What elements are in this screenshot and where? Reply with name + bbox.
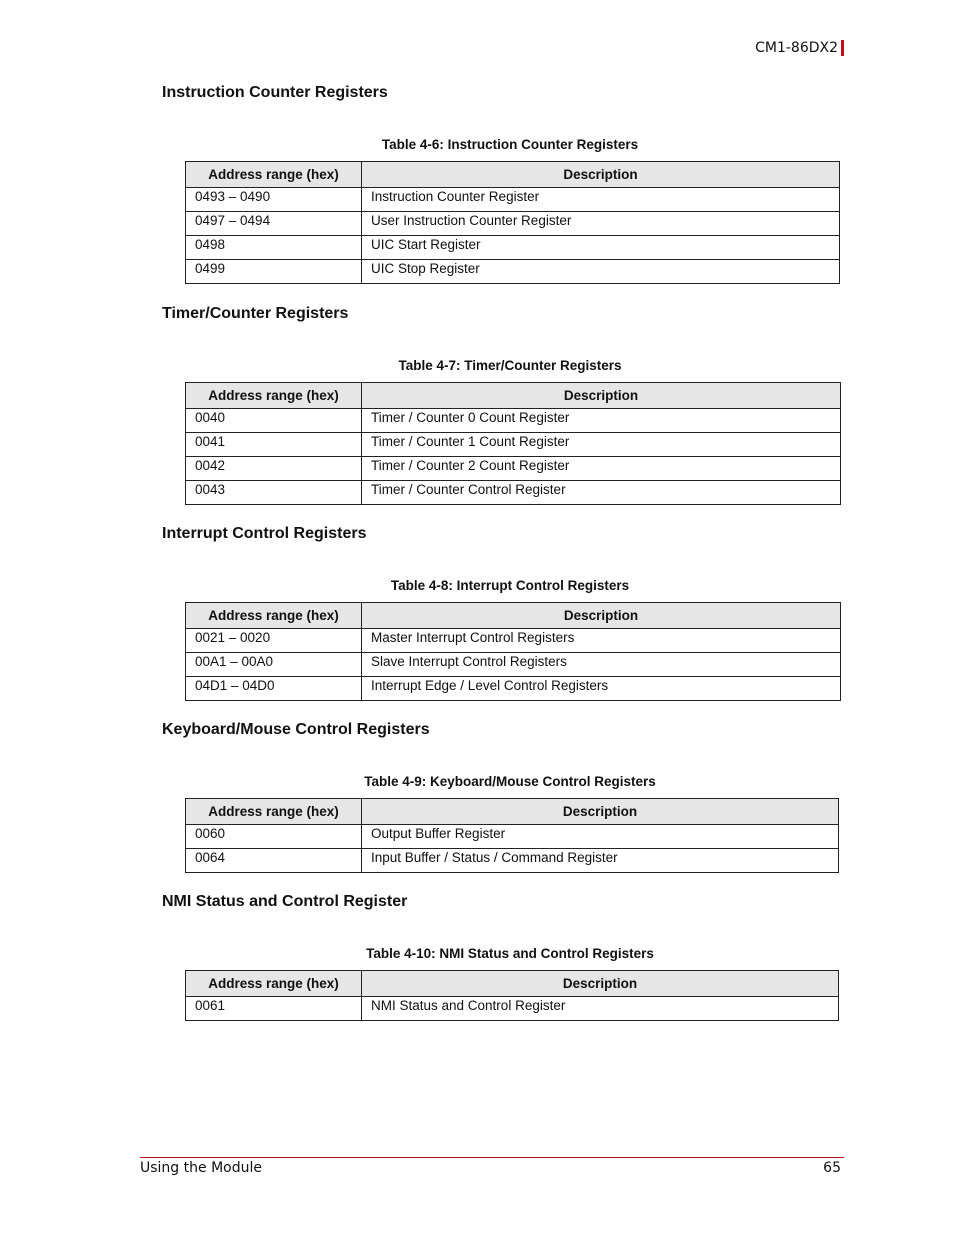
- address-cell: 04D1 – 04D0: [186, 677, 362, 701]
- description-cell: Timer / Counter 1 Count Register: [362, 433, 841, 457]
- description-cell: Timer / Counter 0 Count Register: [362, 409, 841, 433]
- table-caption: Table 4-9: Keyboard/Mouse Control Registers: [364, 774, 656, 789]
- description-cell: Output Buffer Register: [362, 825, 839, 849]
- description-cell: UIC Start Register: [362, 236, 840, 260]
- address-cell: 0021 – 0020: [186, 629, 362, 653]
- footer-divider: [140, 1157, 844, 1158]
- table-caption: Table 4-8: Interrupt Control Registers: [390, 578, 630, 593]
- address-cell: 0043: [186, 481, 362, 505]
- table-row: [186, 212, 840, 236]
- section-title: Timer/Counter Registers: [162, 305, 349, 322]
- table-header-row: [186, 799, 839, 825]
- column-header-address: Address range (hex): [186, 162, 362, 188]
- description-cell: Interrupt Edge / Level Control Registers: [362, 677, 841, 701]
- description-cell: UIC Stop Register: [362, 260, 840, 284]
- table-caption: Table 4-7: Timer/Counter Registers: [398, 358, 622, 373]
- table-row: [186, 997, 839, 1021]
- column-header-address: Address range (hex): [186, 603, 362, 629]
- table-header-row: [186, 603, 841, 629]
- table-row: [186, 825, 839, 849]
- description-cell: Timer / Counter 2 Count Register: [362, 457, 841, 481]
- column-header-description: Description: [362, 799, 839, 825]
- table-header-row: [186, 162, 840, 188]
- page-number: 65: [823, 1160, 841, 1176]
- register-table: [185, 798, 839, 873]
- column-header-address: Address range (hex): [186, 799, 362, 825]
- table-row: [186, 629, 841, 653]
- description-cell: Master Interrupt Control Registers: [362, 629, 841, 653]
- description-cell: Instruction Counter Register: [362, 188, 840, 212]
- register-table: [185, 970, 839, 1021]
- table-header-row: [186, 971, 839, 997]
- table-row: [186, 188, 840, 212]
- description-cell: Slave Interrupt Control Registers: [362, 653, 841, 677]
- address-cell: 0493 – 0490: [186, 188, 362, 212]
- description-cell: NMI Status and Control Register: [362, 997, 839, 1021]
- table-header-row: [186, 383, 841, 409]
- document-id-text: CM1-86DX2: [755, 40, 838, 56]
- table-row: [186, 409, 841, 433]
- column-header-address: Address range (hex): [186, 383, 362, 409]
- table-caption: Table 4-6: Instruction Counter Registers: [381, 137, 639, 152]
- description-cell: User Instruction Counter Register: [362, 212, 840, 236]
- table-row: [186, 677, 841, 701]
- address-cell: 0499: [186, 260, 362, 284]
- column-header-description: Description: [362, 603, 841, 629]
- table-caption: Table 4-10: NMI Status and Control Registers: [366, 946, 654, 961]
- table-row: [186, 481, 841, 505]
- description-cell: Input Buffer / Status / Command Register: [362, 849, 839, 873]
- address-cell: 0497 – 0494: [186, 212, 362, 236]
- section-title: Instruction Counter Registers: [162, 84, 388, 101]
- header-accent-bar: [841, 40, 844, 56]
- table-row: [186, 260, 840, 284]
- address-cell: 00A1 – 00A0: [186, 653, 362, 677]
- register-table: [185, 161, 840, 284]
- address-cell: 0041: [186, 433, 362, 457]
- section-title: Interrupt Control Registers: [162, 525, 367, 542]
- description-cell: Timer / Counter Control Register: [362, 481, 841, 505]
- table-row: [186, 849, 839, 873]
- address-cell: 0061: [186, 997, 362, 1021]
- address-cell: 0064: [186, 849, 362, 873]
- column-header-description: Description: [362, 162, 840, 188]
- address-cell: 0498: [186, 236, 362, 260]
- table-row: [186, 457, 841, 481]
- column-header-address: Address range (hex): [186, 971, 362, 997]
- address-cell: 0040: [186, 409, 362, 433]
- table-row: [186, 433, 841, 457]
- table-row: [186, 236, 840, 260]
- footer-section-name: Using the Module: [140, 1160, 262, 1176]
- section-title: Keyboard/Mouse Control Registers: [162, 721, 430, 738]
- section-title: NMI Status and Control Register: [162, 893, 408, 910]
- register-table: [185, 602, 841, 701]
- column-header-description: Description: [362, 383, 841, 409]
- document-id: [755, 40, 844, 56]
- register-table: [185, 382, 841, 505]
- address-cell: 0042: [186, 457, 362, 481]
- column-header-description: Description: [362, 971, 839, 997]
- address-cell: 0060: [186, 825, 362, 849]
- table-row: [186, 653, 841, 677]
